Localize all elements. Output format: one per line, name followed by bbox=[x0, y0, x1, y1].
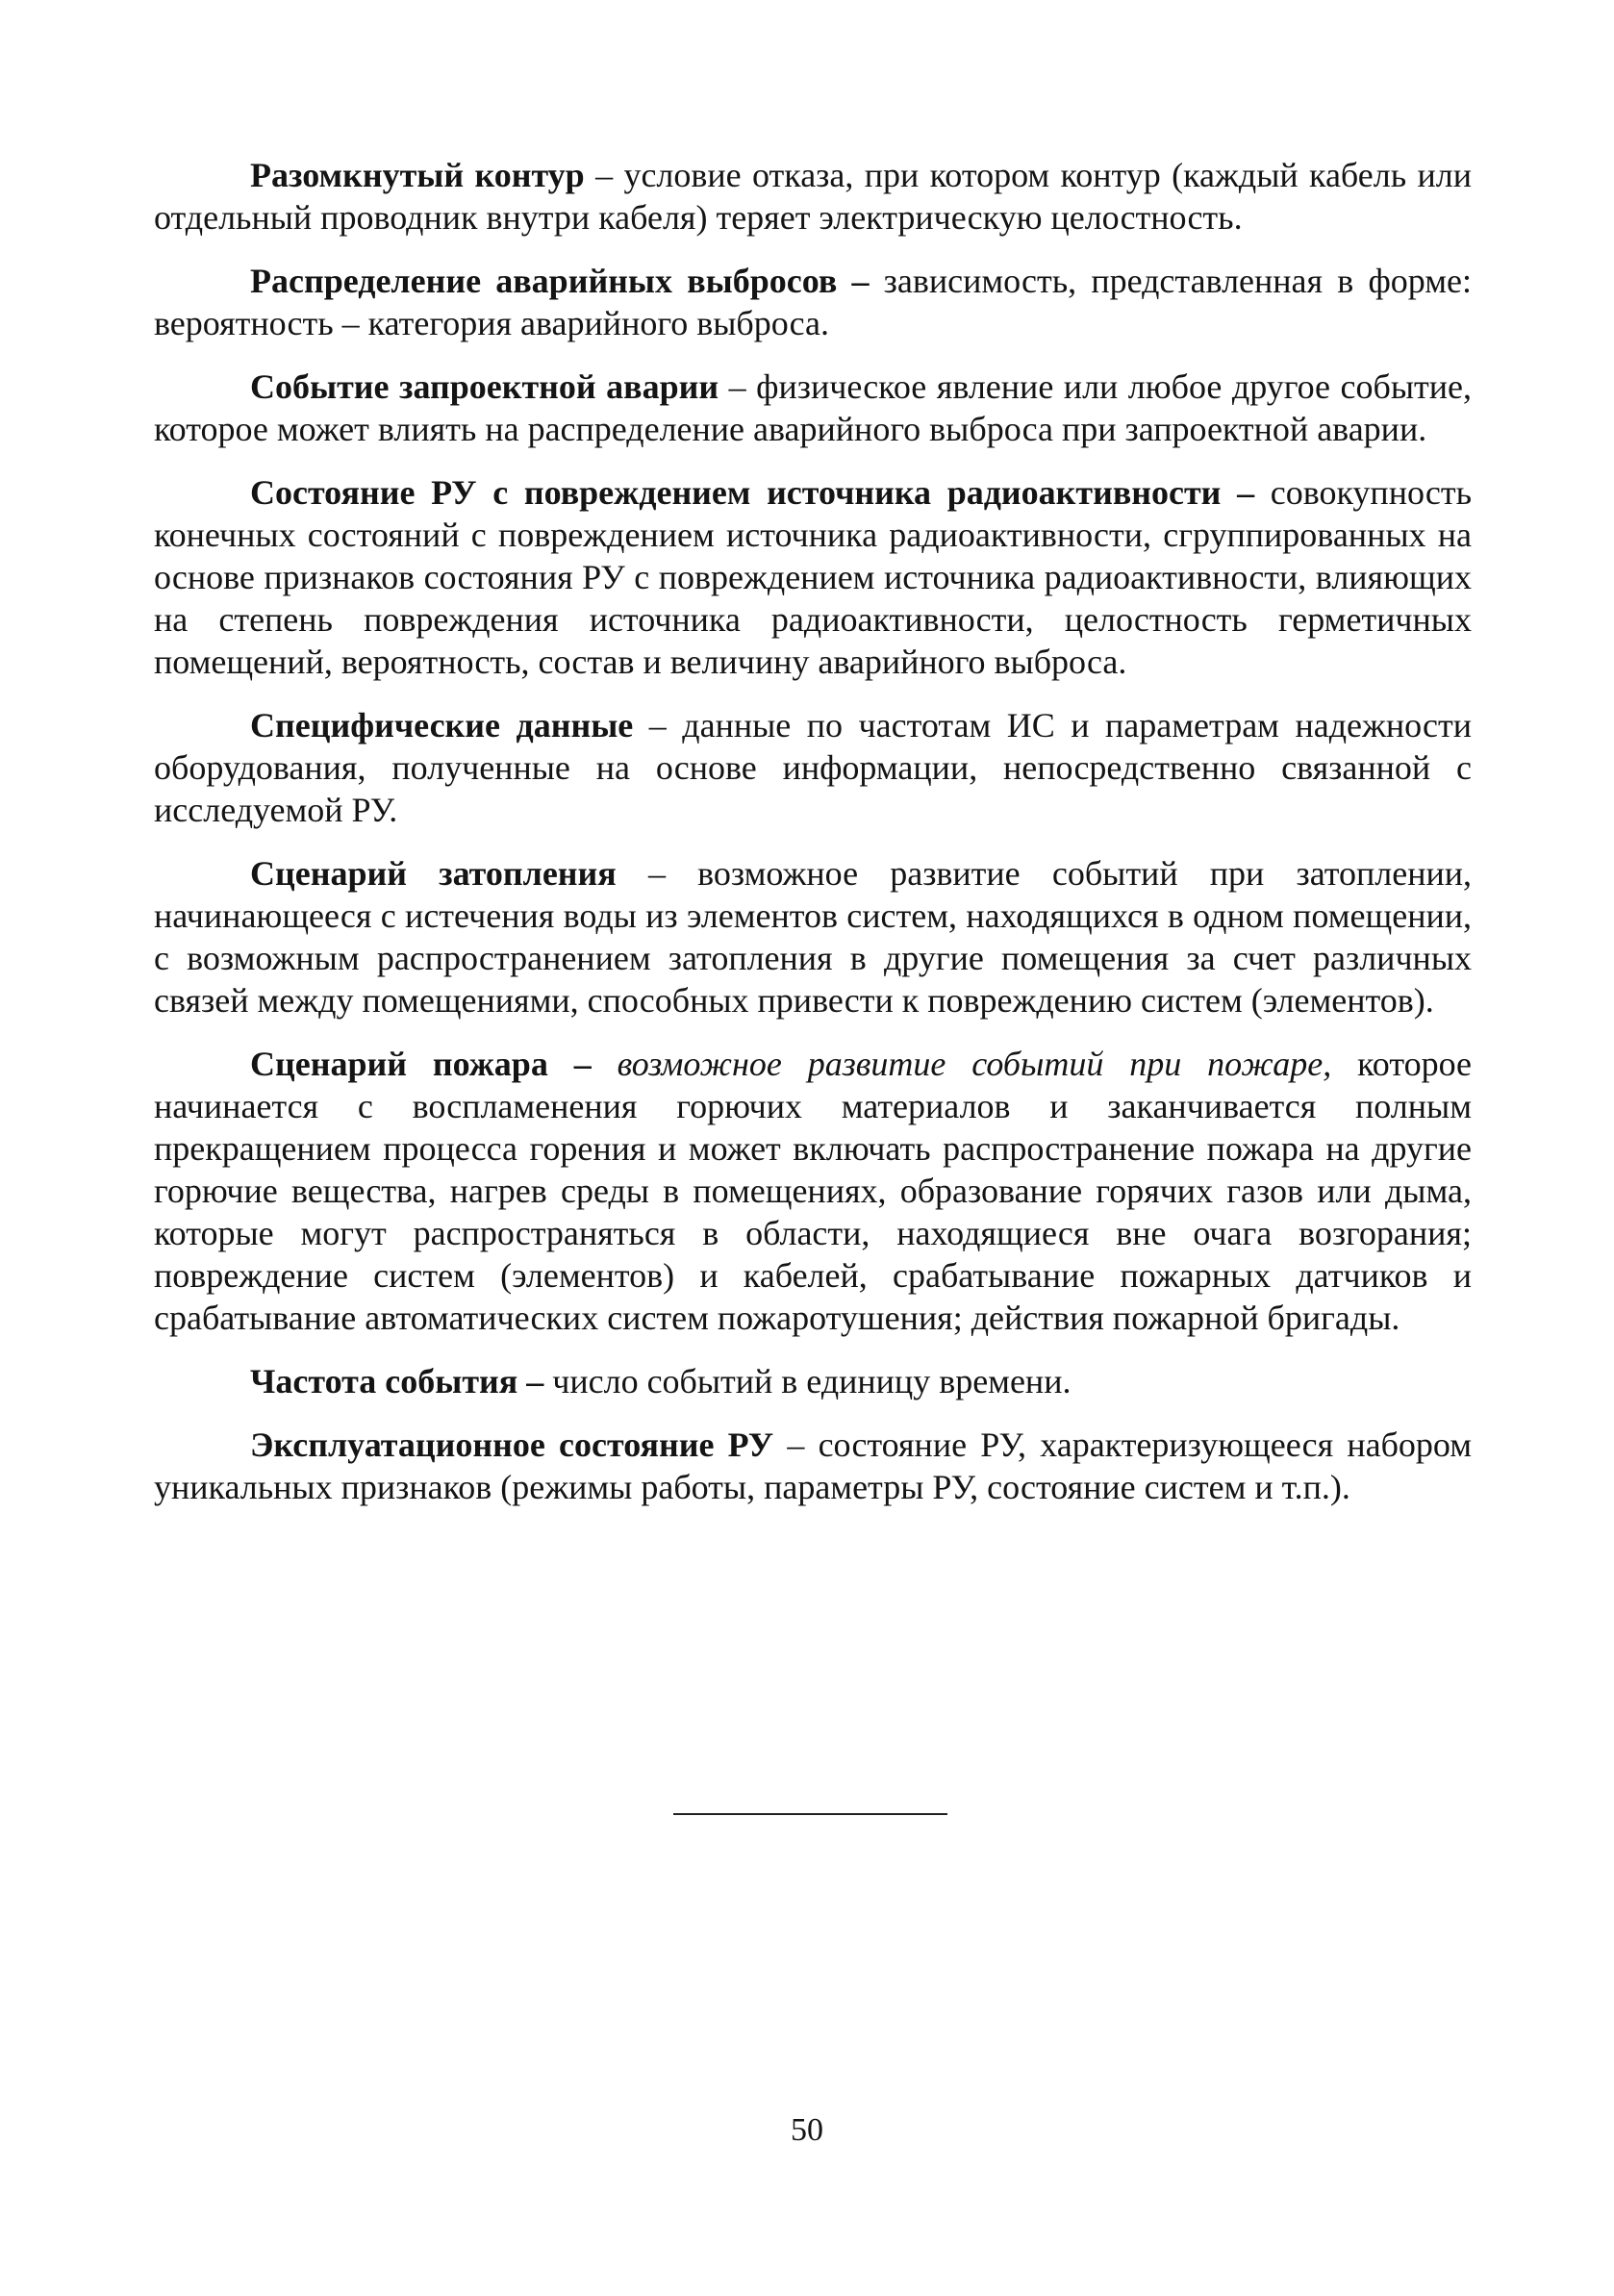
term-name: Сценарий пожара – bbox=[250, 1045, 618, 1083]
term-plant-damage-state bbox=[154, 471, 1472, 683]
term-name: Распределение аварийных выбросов – bbox=[250, 262, 884, 300]
term-operational-state bbox=[154, 1424, 1472, 1508]
term-event-frequency bbox=[154, 1360, 1472, 1402]
term-definition: – данные по частотам ИС и параметрам надежности оборудования, полученные на основе информации, непосредственно связанной с исследуемой РУ. bbox=[154, 706, 1473, 829]
term-definition: – физическое явление или любое другое событие, которое может влиять на распределение аварийного выброса при запроектной аварии. bbox=[154, 367, 1472, 448]
term-definition: – возможное развитие событий при затоплении, начинающееся с истечения воды из элементов систем, находящихся в одном помещении, с возможным распространением затопления в другие помещения за счет различных связей между помещениями, способных привести к повреждению систем (элементов). bbox=[154, 854, 1473, 1020]
term-definition: зависимость, представленная в форме: вероятность – категория аварийного выброса. bbox=[154, 262, 1472, 342]
section-end-rule bbox=[673, 1813, 947, 1815]
term-definition: которое начинается с воспламенения горючих материалов и заканчивается полным прекращением процесса горения и может включать распространение пожара на другие горючие вещества, нагрев среды в помещениях, образование горячих газов или дыма, которые могут распространяться в области, находящиеся вне очага возгорания; повреждение систем (элементов) и кабелей, срабатывание пожарных датчиков и срабатывание автоматических систем пожаротушения; действия пожарной бригады. bbox=[154, 1045, 1472, 1337]
term-name: Разомкнутый контур bbox=[250, 156, 585, 194]
term-release-distribution bbox=[154, 260, 1472, 344]
term-definition: – состояние РУ, характеризующееся набором уникальных признаков (режимы работы, параметры РУ, состояние систем и т.п.). bbox=[154, 1426, 1472, 1506]
term-definition: – условие отказа, при котором контур (каждый кабель или отдельный проводник внутри кабеля) теряет электрическую целостность. bbox=[154, 156, 1472, 237]
term-name: Состояние РУ с повреждением источника радиоактивности – bbox=[250, 473, 1271, 512]
term-open-circuit bbox=[154, 154, 1472, 239]
term-specific-data bbox=[154, 704, 1472, 831]
glossary-page bbox=[154, 154, 1472, 1529]
term-definition: число событий в единицу времени. bbox=[552, 1362, 1072, 1400]
term-name: Специфические данные bbox=[250, 706, 634, 744]
term-fire-scenario bbox=[154, 1043, 1472, 1339]
page-number: 50 bbox=[791, 2112, 823, 2148]
term-name: Сценарий затопления bbox=[250, 854, 617, 893]
term-definition-italic: возможное развитие событий при пожаре, bbox=[617, 1045, 1332, 1083]
term-name: Частота события – bbox=[250, 1362, 553, 1400]
term-definition: совокупность конечных состояний с повреждением источника радиоактивности, сгруппированных на основе признаков состояния РУ с повреждением источника радиоактивности, влияющих на степень повреждения источника радиоактивности, целостность герметичных помещений, вероятность, состав и величину аварийного выброса. bbox=[154, 473, 1472, 681]
term-name: Событие запроектной аварии bbox=[250, 367, 719, 406]
term-beyond-design-accident-event bbox=[154, 366, 1472, 450]
term-flood-scenario bbox=[154, 852, 1472, 1022]
term-name: Эксплуатационное состояние РУ bbox=[250, 1426, 774, 1464]
